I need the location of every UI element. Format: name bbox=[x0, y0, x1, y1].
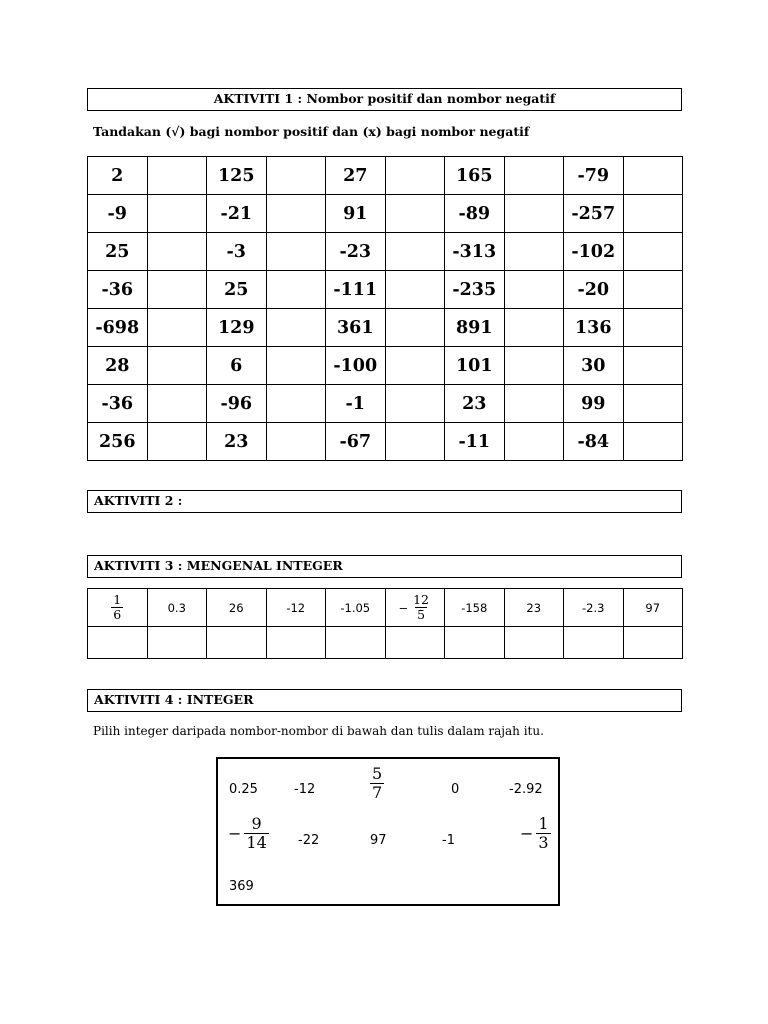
answer-cell[interactable] bbox=[266, 309, 326, 347]
value-cell: -1.05 bbox=[326, 589, 386, 627]
number-cell: -235 bbox=[445, 271, 505, 309]
answer-cell[interactable] bbox=[385, 195, 445, 233]
number-cell: -67 bbox=[326, 423, 386, 461]
answer-cell[interactable] bbox=[266, 423, 326, 461]
answer-cell[interactable] bbox=[504, 627, 564, 659]
answer-cell[interactable] bbox=[504, 271, 564, 309]
answer-cell[interactable] bbox=[623, 195, 683, 233]
answer-cell[interactable] bbox=[266, 347, 326, 385]
table-row bbox=[88, 233, 683, 271]
number-cell: 28 bbox=[88, 347, 148, 385]
answer-cell[interactable] bbox=[504, 385, 564, 423]
table-row bbox=[88, 195, 683, 233]
answer-cell[interactable] bbox=[564, 627, 624, 659]
number-cell: -9 bbox=[88, 195, 148, 233]
pool-fraction: − $\frac{1}{3}$ bbox=[520, 814, 549, 852]
pool-fraction: $\frac{5}{7}$ bbox=[372, 764, 383, 802]
answer-cell[interactable] bbox=[623, 309, 683, 347]
table-row bbox=[88, 271, 683, 309]
number-cell: 99 bbox=[564, 385, 624, 423]
number-cell: -36 bbox=[88, 385, 148, 423]
answer-cell[interactable] bbox=[147, 233, 207, 271]
answer-cell[interactable] bbox=[385, 385, 445, 423]
value-cell: -158 bbox=[445, 589, 505, 627]
answer-cell[interactable] bbox=[385, 627, 445, 659]
answer-cell[interactable] bbox=[623, 385, 683, 423]
value-cell: 0.3 bbox=[147, 589, 207, 627]
aktiviti4-instruction: Pilih integer daripada nombor-nombor di bawah dan tulis dalam rajah itu. bbox=[93, 724, 544, 738]
answer-cell[interactable] bbox=[504, 423, 564, 461]
number-cell: -698 bbox=[88, 309, 148, 347]
answer-cell[interactable] bbox=[147, 271, 207, 309]
number-cell: -79 bbox=[564, 157, 624, 195]
answer-cell[interactable] bbox=[266, 233, 326, 271]
answer-cell[interactable] bbox=[266, 195, 326, 233]
aktiviti1-title: AKTIVITI 1 : Nombor positif dan nombor negatif bbox=[87, 88, 682, 111]
number-cell: -20 bbox=[564, 271, 624, 309]
answer-cell[interactable] bbox=[504, 233, 564, 271]
pool-number: -12 bbox=[294, 782, 316, 797]
number-cell: -1 bbox=[326, 385, 386, 423]
table-row bbox=[88, 347, 683, 385]
number-cell: -100 bbox=[326, 347, 386, 385]
answer-row bbox=[88, 627, 683, 659]
number-cell: -84 bbox=[564, 423, 624, 461]
answer-cell[interactable] bbox=[623, 233, 683, 271]
integer-identification-table bbox=[87, 588, 683, 659]
answer-cell[interactable] bbox=[504, 157, 564, 195]
answer-cell[interactable] bbox=[88, 627, 148, 659]
answer-cell[interactable] bbox=[147, 195, 207, 233]
number-cell: -313 bbox=[445, 233, 505, 271]
answer-cell[interactable] bbox=[623, 627, 683, 659]
number-cell: -89 bbox=[445, 195, 505, 233]
positive-negative-table bbox=[87, 156, 683, 461]
answer-cell[interactable] bbox=[147, 157, 207, 195]
number-cell: 891 bbox=[445, 309, 505, 347]
fraction: $\frac{1}{6}$ bbox=[113, 592, 122, 622]
value-cell bbox=[88, 589, 148, 627]
number-cell: -257 bbox=[564, 195, 624, 233]
pool-number: -2.92 bbox=[509, 782, 543, 797]
fraction: $\frac{12}{5}$ bbox=[413, 592, 430, 622]
answer-cell[interactable] bbox=[504, 309, 564, 347]
number-pool-box bbox=[216, 757, 560, 906]
values-row bbox=[88, 589, 683, 627]
answer-cell[interactable] bbox=[385, 233, 445, 271]
answer-cell[interactable] bbox=[623, 271, 683, 309]
table-row bbox=[88, 309, 683, 347]
number-cell: -36 bbox=[88, 271, 148, 309]
answer-cell[interactable] bbox=[504, 195, 564, 233]
aktiviti4-title: AKTIVITI 4 : INTEGER bbox=[87, 689, 682, 712]
number-cell: 129 bbox=[207, 309, 267, 347]
answer-cell[interactable] bbox=[326, 627, 386, 659]
number-cell: 25 bbox=[88, 233, 148, 271]
pool-number: -22 bbox=[298, 833, 320, 848]
aktiviti2-title: AKTIVITI 2 : bbox=[87, 490, 682, 513]
answer-cell[interactable] bbox=[385, 271, 445, 309]
answer-cell[interactable] bbox=[504, 347, 564, 385]
answer-cell[interactable] bbox=[266, 271, 326, 309]
number-cell: -96 bbox=[207, 385, 267, 423]
number-cell: -21 bbox=[207, 195, 267, 233]
answer-cell[interactable] bbox=[147, 385, 207, 423]
value-cell: 23 bbox=[504, 589, 564, 627]
number-cell: 256 bbox=[88, 423, 148, 461]
number-cell: 91 bbox=[326, 195, 386, 233]
answer-cell[interactable] bbox=[266, 627, 326, 659]
number-cell: 361 bbox=[326, 309, 386, 347]
answer-cell[interactable] bbox=[623, 157, 683, 195]
answer-cell[interactable] bbox=[385, 157, 445, 195]
number-cell: -23 bbox=[326, 233, 386, 271]
pool-number: 97 bbox=[370, 833, 387, 848]
pool-number: -1 bbox=[442, 833, 455, 848]
pool-number: 0.25 bbox=[229, 782, 258, 797]
aktiviti3-title: AKTIVITI 3 : MENGENAL INTEGER bbox=[87, 555, 682, 578]
aktiviti1-instruction: Tandakan (√) bagi nombor positif dan (x) bagi nombor negatif bbox=[93, 124, 530, 139]
number-cell: 30 bbox=[564, 347, 624, 385]
value-cell: -12 bbox=[266, 589, 326, 627]
number-cell: -102 bbox=[564, 233, 624, 271]
number-cell: 165 bbox=[445, 157, 505, 195]
value-cell: -2.3 bbox=[564, 589, 624, 627]
number-cell: -111 bbox=[326, 271, 386, 309]
answer-cell[interactable] bbox=[445, 627, 505, 659]
answer-cell[interactable] bbox=[147, 423, 207, 461]
answer-cell[interactable] bbox=[266, 385, 326, 423]
number-cell: -11 bbox=[445, 423, 505, 461]
value-cell: 26 bbox=[207, 589, 267, 627]
answer-cell[interactable] bbox=[623, 347, 683, 385]
pool-fraction: − $\frac{9}{14}$ bbox=[228, 814, 267, 852]
value-cell: 97 bbox=[623, 589, 683, 627]
value-cell: − $\frac{12}{5}$ bbox=[385, 589, 445, 627]
number-cell: 101 bbox=[445, 347, 505, 385]
answer-cell[interactable] bbox=[623, 423, 683, 461]
number-cell: 23 bbox=[445, 385, 505, 423]
pool-number: 0 bbox=[451, 782, 460, 797]
table-row bbox=[88, 385, 683, 423]
number-cell: 136 bbox=[564, 309, 624, 347]
answer-cell[interactable] bbox=[147, 309, 207, 347]
answer-cell[interactable] bbox=[207, 627, 267, 659]
answer-cell[interactable] bbox=[385, 347, 445, 385]
number-cell: 25 bbox=[207, 271, 267, 309]
answer-cell[interactable] bbox=[266, 157, 326, 195]
number-cell: 125 bbox=[207, 157, 267, 195]
table-row bbox=[88, 157, 683, 195]
number-cell: 6 bbox=[207, 347, 267, 385]
answer-cell[interactable] bbox=[385, 423, 445, 461]
number-cell: 23 bbox=[207, 423, 267, 461]
number-cell: -3 bbox=[207, 233, 267, 271]
answer-cell[interactable] bbox=[385, 309, 445, 347]
number-cell: 27 bbox=[326, 157, 386, 195]
answer-cell[interactable] bbox=[147, 627, 207, 659]
table-row bbox=[88, 423, 683, 461]
pool-number: 369 bbox=[229, 879, 254, 894]
number-cell: 2 bbox=[88, 157, 148, 195]
answer-cell[interactable] bbox=[147, 347, 207, 385]
